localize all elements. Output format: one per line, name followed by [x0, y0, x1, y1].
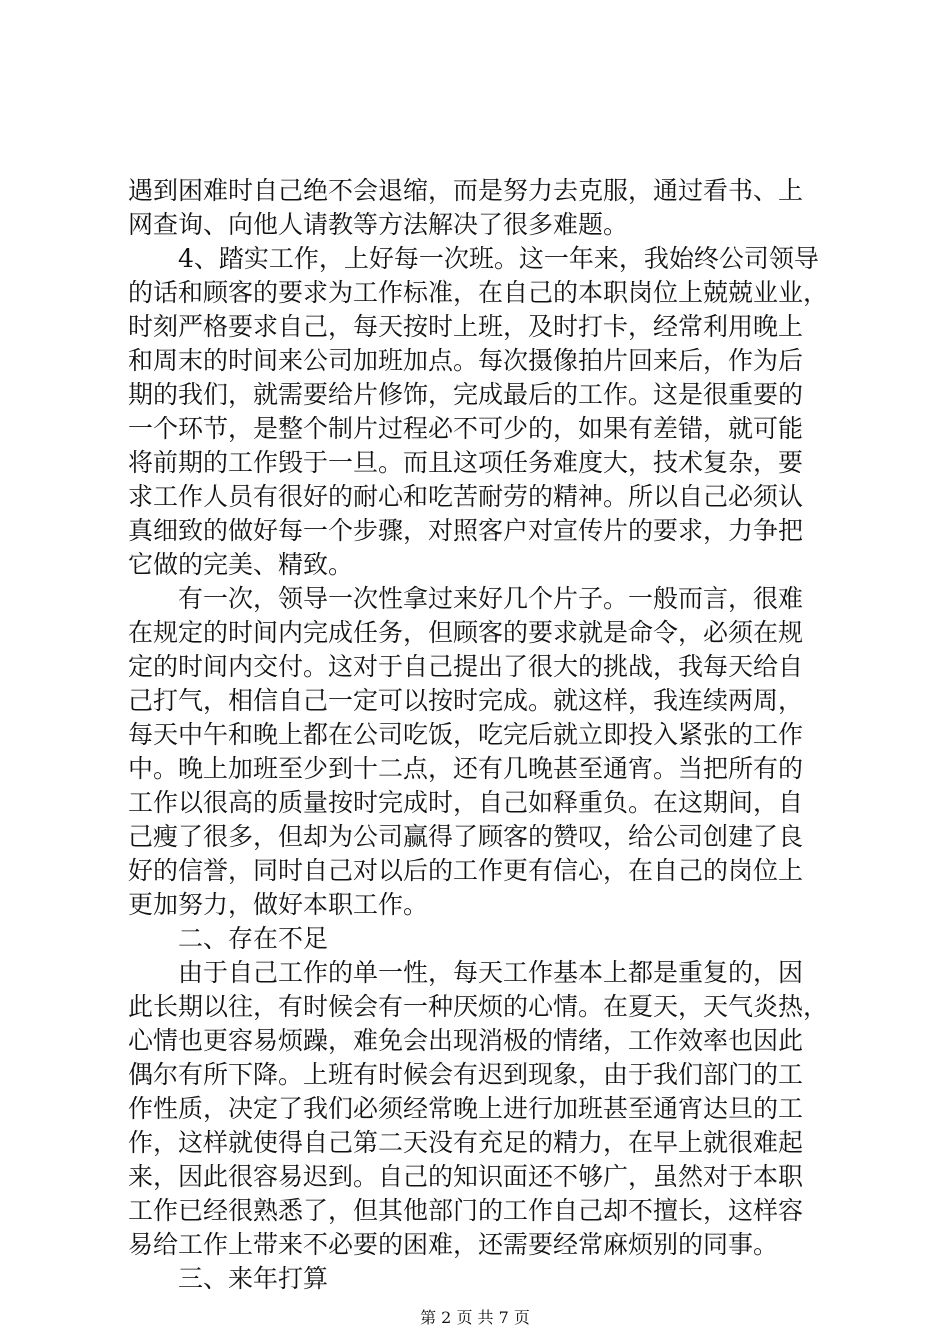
paragraph-line: 将前期的工作毁于一旦。而且这项任务难度大，技术复杂，要: [128, 448, 804, 477]
paragraph-line: 在规定的时间内完成任务，但顾客的要求就是命令，必须在规: [128, 618, 804, 647]
paragraph-line: 期的我们，就需要给片修饰，完成最后的工作。这是很重要的: [128, 380, 804, 409]
paragraph-line: 己打气，相信自己一定可以按时完成。就这样，我连续两周，: [128, 686, 804, 715]
paragraph-line: 来，因此很容易迟到。自己的知识面还不够广，虽然对于本职: [128, 1162, 804, 1191]
paragraph-line: 定的时间内交付。这对于自己提出了很大的挑战，我每天给自: [128, 652, 804, 681]
paragraph-line: 的话和顾客的要求为工作标准，在自己的本职岗位上兢兢业业，: [128, 278, 828, 307]
paragraph-line: 偶尔有所下降。上班有时候会有迟到现象，由于我们部门的工: [128, 1060, 804, 1089]
paragraph-line: 好的信誉，同时自己对以后的工作更有信心，在自己的岗位上: [128, 856, 804, 885]
paragraph-line: 和周末的时间来公司加班加点。每次摄像拍片回来后，作为后: [128, 346, 804, 375]
paragraph-line: 4、踏实工作，上好每一次班。这一年来，我始终公司领导: [178, 244, 819, 273]
paragraph-line: 网查询、向他人请教等方法解决了很多难题。: [128, 210, 629, 239]
paragraph-line: 作性质，决定了我们必须经常晚上进行加班甚至通宵达旦的工: [128, 1094, 804, 1123]
paragraph-line: 易给工作上带来不必要的困难，还需要经常麻烦别的同事。: [128, 1230, 779, 1259]
section-heading: 三、来年打算: [178, 1264, 329, 1293]
section-heading: 二、存在不足: [178, 924, 329, 953]
paragraph-line: 有一次，领导一次性拿过来好几个片子。一般而言，很难: [178, 584, 804, 613]
page-number-footer: 第 2 页 共 7 页: [420, 1308, 530, 1327]
paragraph-line: 它做的完美、精致。: [128, 550, 354, 579]
paragraph-line: 作，这样就使得自己第二天没有充足的精力，在早上就很难起: [128, 1128, 804, 1157]
paragraph-line: 此长期以往，有时候会有一种厌烦的心情。在夏天，天气炎热，: [128, 992, 828, 1021]
paragraph-line: 更加努力，做好本职工作。: [128, 890, 429, 919]
paragraph-line: 由于自己工作的单一性，每天工作基本上都是重复的，因: [178, 958, 804, 987]
paragraph-line: 真细致的做好每一个步骤，对照客户对宣传片的要求，力争把: [128, 516, 804, 545]
paragraph-line: 工作以很高的质量按时完成时，自己如释重负。在这期间，自: [128, 788, 804, 817]
paragraph-line: 每天中午和晚上都在公司吃饭，吃完后就立即投入紧张的工作: [128, 720, 804, 749]
paragraph-line: 工作已经很熟悉了，但其他部门的工作自己却不擅长，这样容: [128, 1196, 804, 1225]
paragraph-line: 己瘦了很多，但却为公司赢得了顾客的赞叹，给公司创建了良: [128, 822, 804, 851]
paragraph-line: 中。晚上加班至少到十二点，还有几晚甚至通宵。当把所有的: [128, 754, 804, 783]
paragraph-line: 遇到困难时自己绝不会退缩，而是努力去克服，通过看书、上: [128, 176, 804, 205]
paragraph-line: 心情也更容易烦躁，难免会出现消极的情绪，工作效率也因此: [128, 1026, 804, 1055]
paragraph-line: 求工作人员有很好的耐心和吃苦耐劳的精神。所以自己必须认: [128, 482, 804, 511]
paragraph-line: 时刻严格要求自己，每天按时上班，及时打卡，经常利用晚上: [128, 312, 804, 341]
paragraph-line: 一个环节，是整个制片过程必不可少的，如果有差错，就可能: [128, 414, 804, 443]
